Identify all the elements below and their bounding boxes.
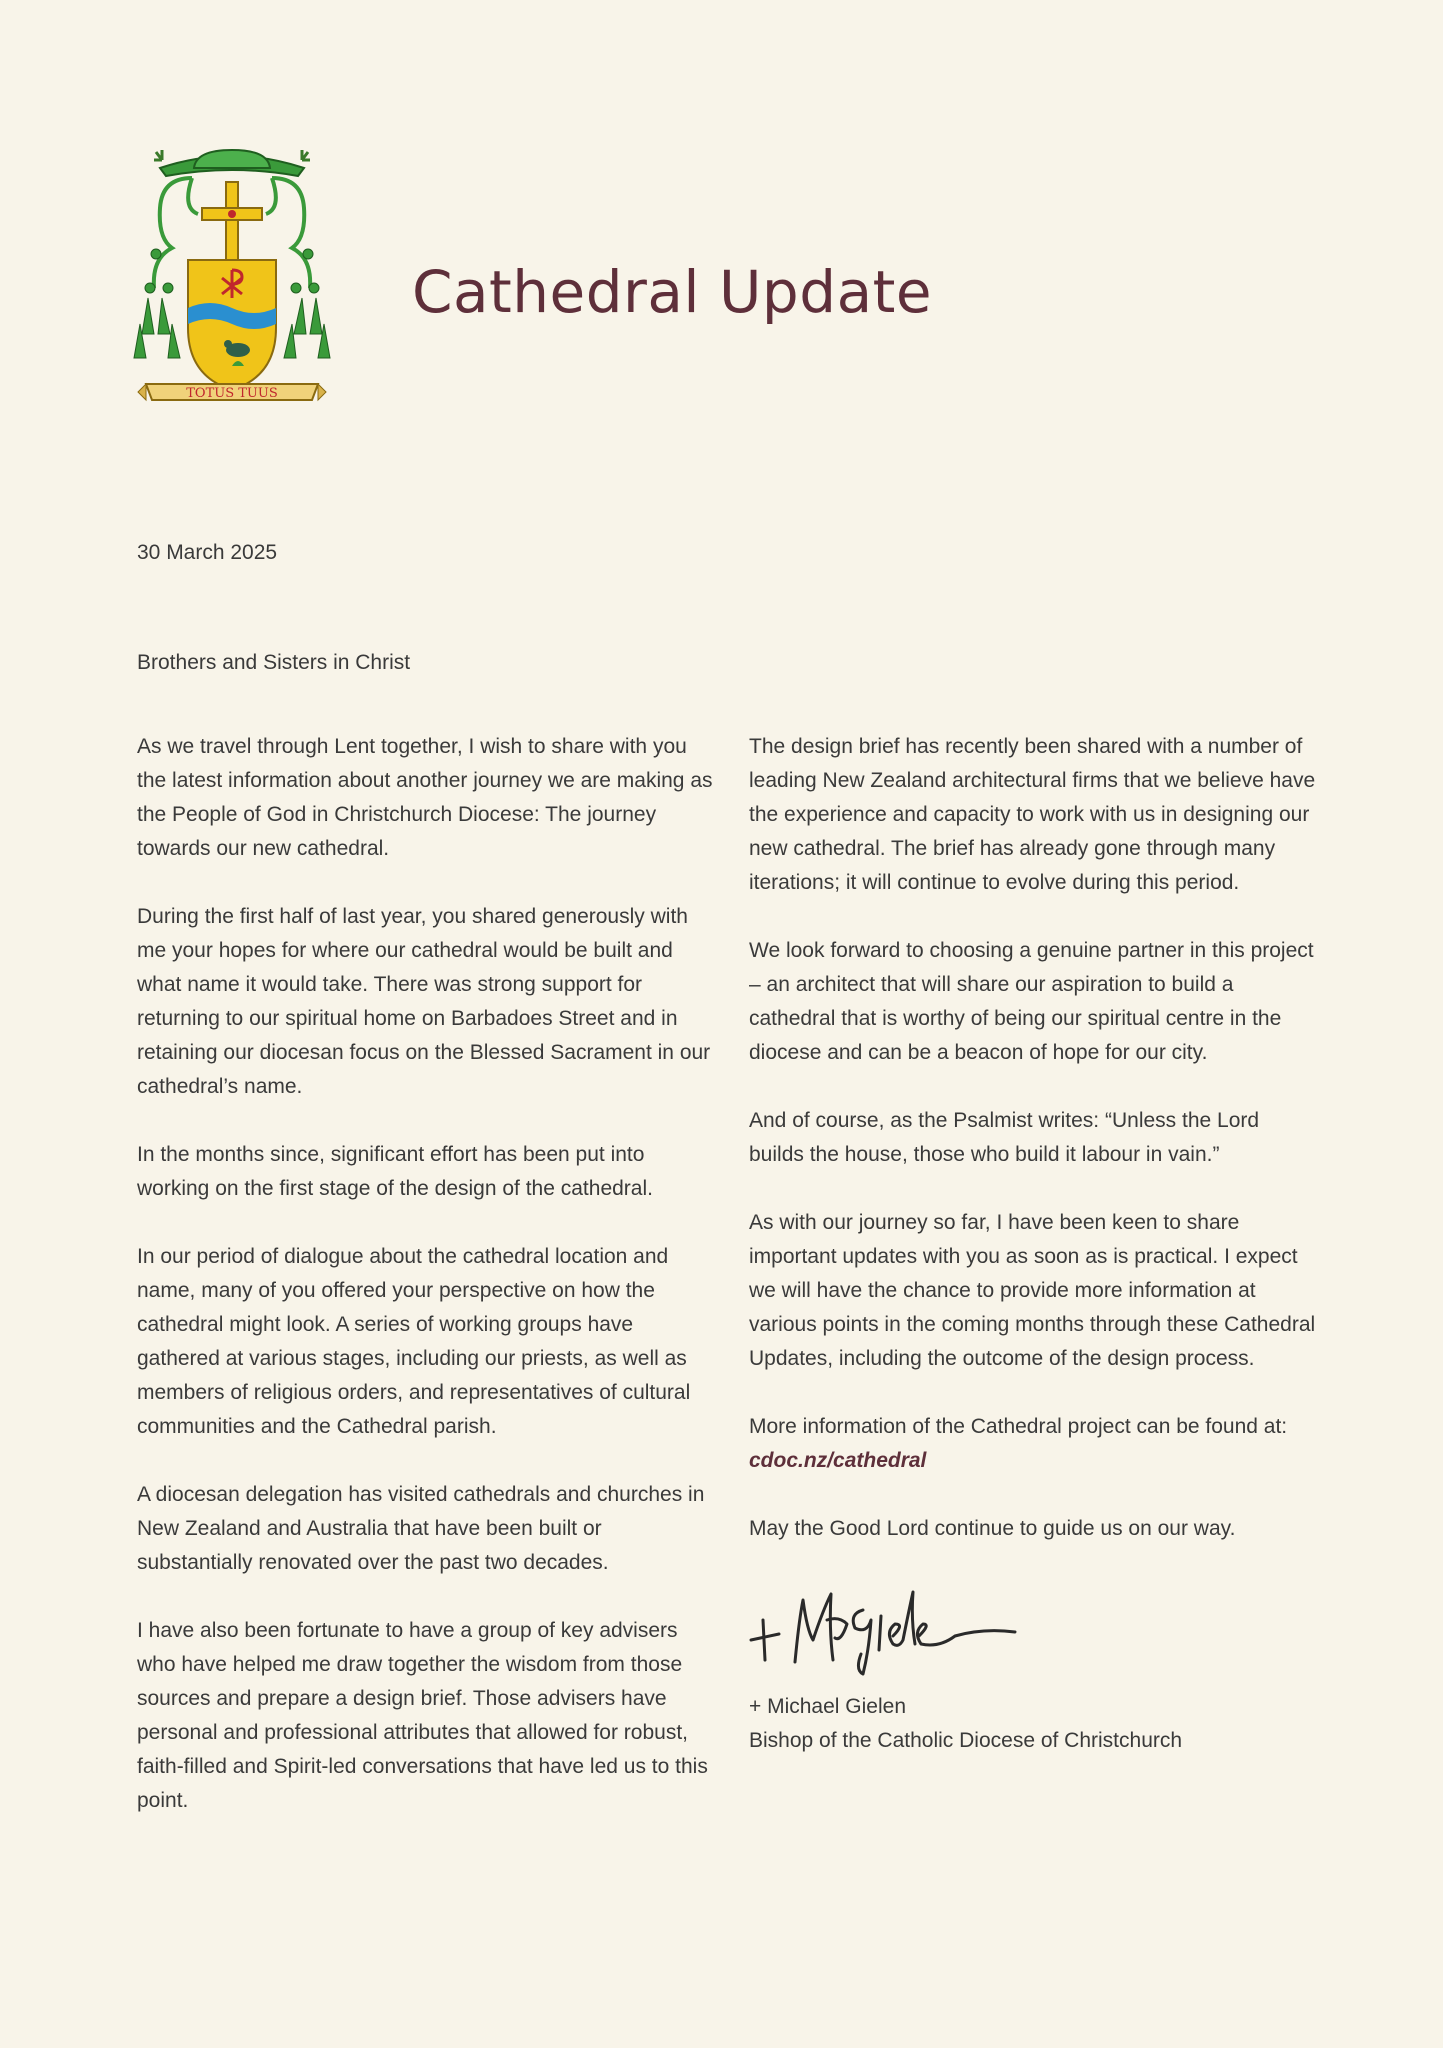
signature-icon — [743, 1580, 1023, 1676]
paragraph: As with our journey so far, I have been keen to share important updates with you as soon as is practical. I expect we will have the chance to provide more information at various points in the coming months through these Cathedral Updates, including the outcome of the design process. — [749, 1211, 1316, 1370]
signoff — [749, 1690, 1319, 1758]
paragraph: I have also been fortunate to have a group of key advisers who have helped me draw together the wisdom from those sources and prepare a design brief. Those advisers have personal and professional attributes that allowed for robust, faith-filled and Spirit-led conversations that have led us to this point. — [137, 1619, 708, 1812]
signer-name: + Michael Gielen — [749, 1695, 906, 1718]
closing-line: May the Good Lord continue to guide us on our way. — [749, 1517, 1236, 1540]
paragraph: During the first half of last year, you shared generously with me your hopes for where our cathedral would be built and what name it would take. There was strong support for returning to our spiritual home on Barbadoes Street and in retaining our diocesan focus on the Blessed Sacrament in our cathedral’s name. — [137, 905, 711, 1098]
letter-date: 30 March 2025 — [137, 541, 278, 564]
paragraph: And of course, as the Psalmist writes: “Unless the Lord builds the house, those who build it labour in vain.” — [749, 1109, 1260, 1166]
paragraph: As we travel through Lent together, I wish to share with you the latest information about another journey we are making as the People of God in Christchurch Diocese: The journey towards our new cathedral. — [137, 735, 713, 860]
salutation: Brothers and Sisters in Christ — [137, 651, 411, 674]
more-info-text: More information of the Cathedral project can be found at: — [749, 1415, 1288, 1438]
paragraph: A diocesan delegation has visited cathedrals and churches in New Zealand and Australia that have been built or substantially renovated over the past two decades. — [137, 1483, 705, 1574]
crest-motto: TOTUS TUUS — [186, 386, 278, 401]
paragraph: In the months since, significant effort has been put into working on the first stage of the design of the cathedral. — [137, 1143, 653, 1200]
paragraph: We look forward to choosing a genuine partner in this project – an architect that will share our aspiration to build a cathedral that is worthy of being our spiritual centre in the diocese and can be a beacon of hope for our city. — [749, 939, 1314, 1064]
right-column — [749, 730, 1319, 1758]
more-info-paragraph — [749, 1410, 1319, 1478]
cathedral-link[interactable]: cdoc.nz/cathedral — [749, 1449, 927, 1472]
paragraph: The design brief has recently been shared with a number of leading New Zealand architectural firms that we believe have the experience and capacity to work with us in designing our new cathedral. The brief has already gone through many iterations; it will continue to evolve during this period. — [749, 735, 1316, 894]
paragraph: In our period of dialogue about the cathedral location and name, many of you offered your perspective on how the cathedral might look. A series of working groups have gathered at various stages, including our priests, as well as members of religious orders, and representatives of cultural communities and the Cathedral parish. — [137, 1245, 691, 1438]
coat-of-arms-icon — [132, 138, 332, 412]
page-title: Cathedral Update — [412, 258, 933, 326]
signer-title: Bishop of the Catholic Diocese of Christchurch — [749, 1729, 1183, 1752]
left-column — [137, 730, 717, 1852]
